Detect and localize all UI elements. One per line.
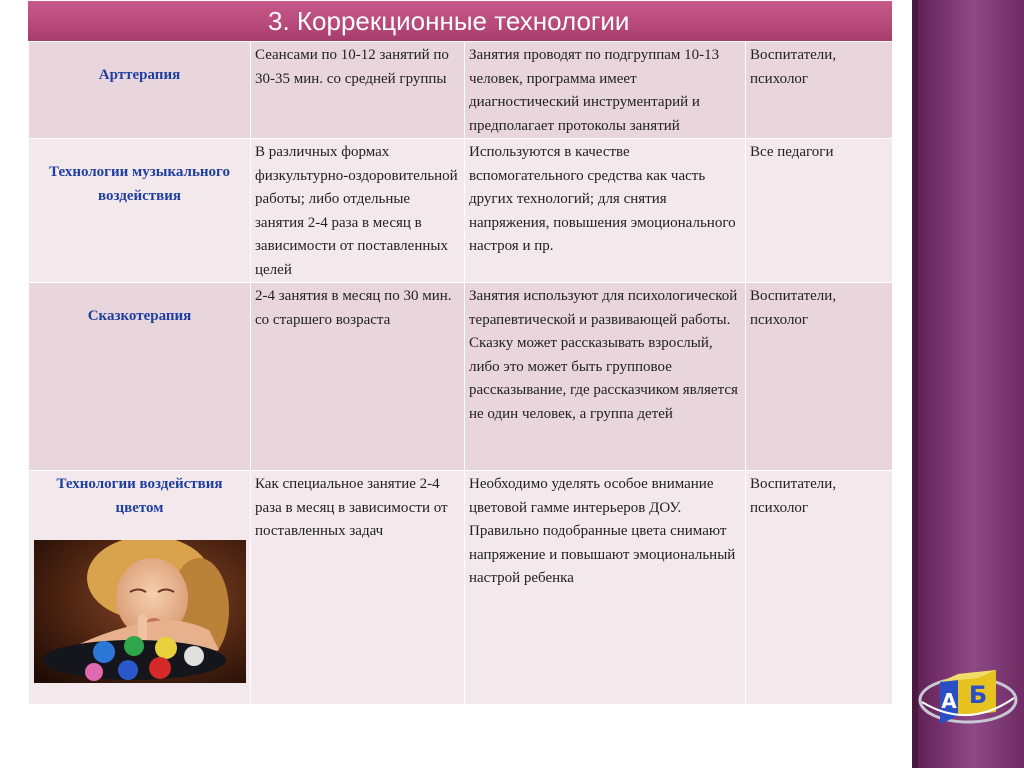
- technology-name-cell: [29, 471, 251, 705]
- technology-name: Арттерапия: [29, 42, 251, 139]
- technology-description: Занятия проводят по подгруппам 10-13 человек, программа имеет диагностический инструментарий и предполагает протоколы занятий: [465, 42, 746, 139]
- technology-format: Как специальное занятие 2-4 раза в месяц в зависимости от поставленных задач: [251, 471, 465, 705]
- slide-title: 3. Коррекционные технологии: [28, 1, 892, 41]
- technology-name: Технологии музыкального воздействия: [29, 139, 251, 283]
- side-decoration-band: [912, 0, 1024, 768]
- technology-format: 2-4 занятия в месяц по 30 мин. со старшего возраста: [251, 283, 465, 471]
- technology-description: Необходимо уделять особое внимание цветовой гамме интерьеров ДОУ. Правильно подобранные цвета снимают напряжение и повышают эмоциональный настрой ребенка: [465, 471, 746, 705]
- technology-format: В различных формах физкультурно-оздоровительной работы; либо отдельные занятия 2-4 раза в месяц в зависимости от поставленных целей: [251, 139, 465, 283]
- child-painting-photo: [34, 540, 246, 683]
- table-row: [29, 471, 893, 705]
- photo-illustration: [34, 540, 246, 683]
- table-row: [29, 139, 893, 283]
- table-row: [29, 42, 893, 139]
- logo-letter-a: А: [941, 689, 957, 713]
- technology-format: Сеансами по 10-12 занятий по 30-35 мин. со средней группы: [251, 42, 465, 139]
- technology-staff: Воспитатели, психолог: [746, 283, 893, 471]
- ab-cube-logo: [918, 660, 1018, 730]
- technology-description: Используются в качестве вспомогательного средства как часть других технологий; для снятия напряжения, повышения эмоционального настроя и пр.: [465, 139, 746, 283]
- logo-letter-b: Б: [968, 681, 988, 709]
- technology-staff: Все педагоги: [746, 139, 893, 283]
- technology-staff: Воспитатели, психолог: [746, 471, 893, 705]
- table-row: [29, 283, 893, 471]
- technology-name: Технологии воздействия цветом: [56, 476, 223, 516]
- technology-description: Занятия используют для психологической терапевтической и развивающей работы. Сказку может рассказывать взрослый, либо это может быть групповое рассказывание, где рассказчиком является не один человек, а группа детей: [465, 283, 746, 471]
- technologies-table: [28, 41, 893, 705]
- technology-staff: Воспитатели, психолог: [746, 42, 893, 139]
- technology-name: Сказкотерапия: [29, 283, 251, 471]
